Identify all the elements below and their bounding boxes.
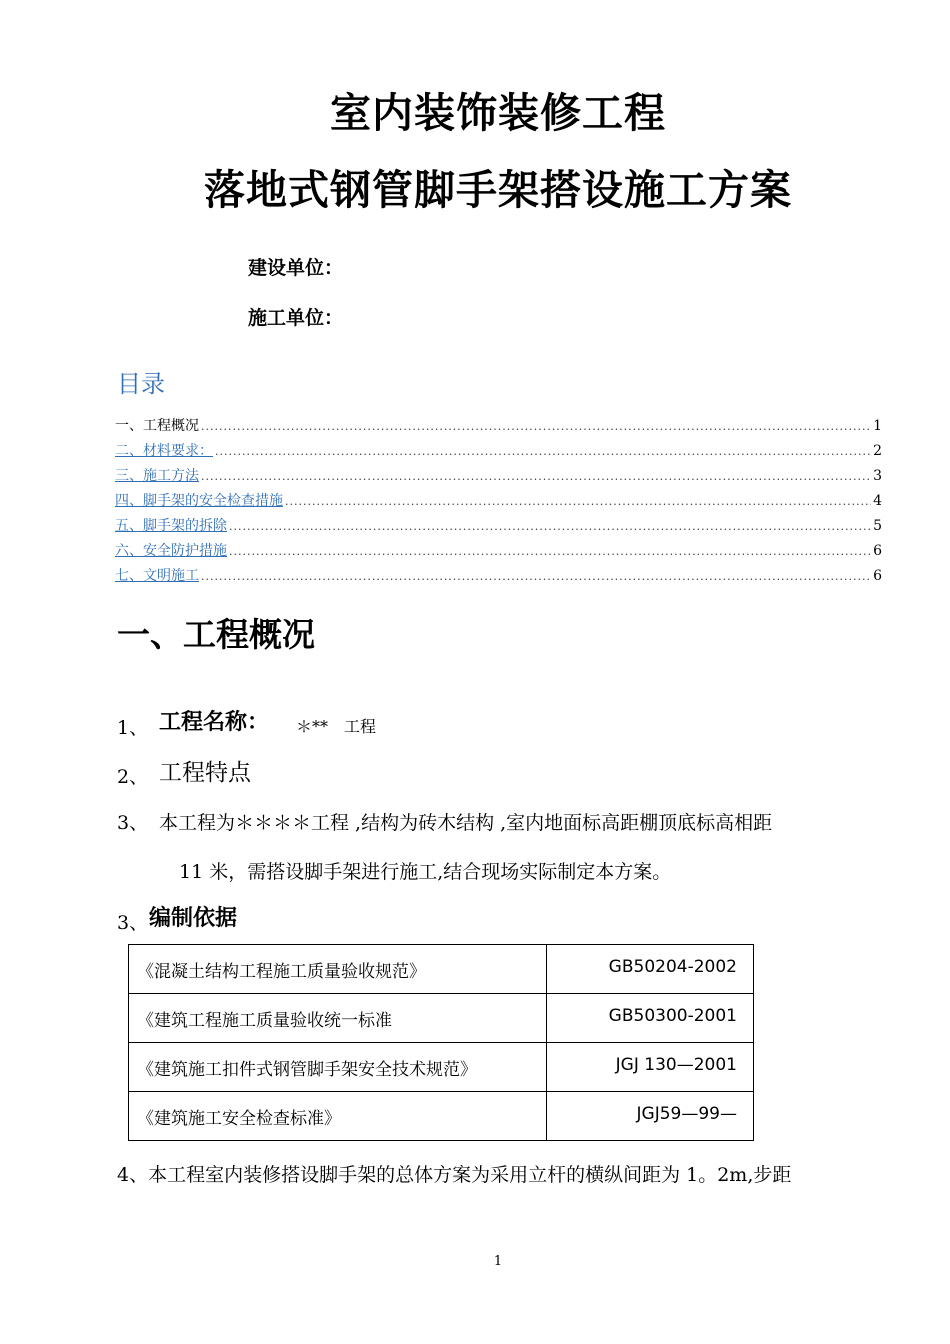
toc-entry-page: 2	[873, 443, 882, 459]
compilation-basis-label: 编制依据	[149, 906, 238, 931]
table-row	[129, 945, 754, 994]
standard-code: JGJ 130—2001	[547, 1043, 754, 1092]
table-row	[129, 994, 754, 1043]
table-of-contents	[115, 414, 882, 589]
toc-heading: 目录	[117, 370, 165, 398]
project-description-line-2: 11 米，需搭设脚手架进行施工,结合现场实际制定本方案。	[179, 861, 672, 883]
toc-leader-dots	[229, 514, 871, 539]
toc-entry[interactable]	[115, 539, 882, 564]
toc-leader-dots	[201, 414, 871, 439]
toc-entry-page: 4	[873, 493, 882, 509]
toc-entry-link[interactable]: 三、施工方法	[115, 468, 199, 484]
toc-entry[interactable]	[115, 414, 882, 439]
toc-entry-link[interactable]: 七、文明施工	[115, 568, 199, 584]
standard-name: 《建筑工程施工质量验收统一标准	[129, 994, 547, 1043]
toc-leader-dots	[201, 564, 871, 589]
toc-leader-dots	[285, 489, 871, 514]
item-number: 2、	[117, 766, 149, 788]
table-row	[129, 1092, 754, 1141]
toc-entry[interactable]	[115, 464, 882, 489]
toc-entry-link[interactable]: 二、材料要求：	[115, 443, 213, 459]
standard-name: 《混凝土结构工程施工质量验收规范》	[129, 945, 547, 994]
toc-entry[interactable]	[115, 489, 882, 514]
standards-table	[128, 944, 754, 1141]
toc-leader-dots	[201, 464, 871, 489]
standard-name: 《建筑施工扣件式钢管脚手架安全技术规范》	[129, 1043, 547, 1092]
toc-entry-page: 3	[873, 468, 882, 484]
toc-entry-page: 1	[873, 418, 882, 434]
project-name-label: 工程名称：	[159, 710, 270, 735]
section-heading: 一、工程概况	[117, 615, 315, 654]
toc-entry-page: 5	[873, 518, 882, 534]
toc-entry-link[interactable]: 四、脚手架的安全检查措施	[115, 493, 283, 509]
toc-entry[interactable]	[115, 439, 882, 464]
item-number: 3、	[117, 912, 149, 934]
contractor-unit-label: 施工单位：	[248, 307, 344, 329]
project-features-label: 工程特点	[159, 760, 251, 786]
toc-leader-dots	[215, 439, 871, 464]
title-line-2: 落地式钢管脚手架搭设施工方案	[204, 166, 792, 214]
table-row	[129, 1043, 754, 1092]
project-name-value: ＊** 工程	[296, 717, 377, 736]
toc-entry-text[interactable]: 一、工程概况	[115, 418, 199, 434]
standard-code: JGJ59—99—	[547, 1092, 754, 1141]
toc-entry-page: 6	[873, 543, 882, 559]
standard-code: GB50300-2001	[547, 994, 754, 1043]
toc-entry-link[interactable]: 六、安全防护措施	[115, 543, 227, 559]
standard-name: 《建筑施工安全检查标准》	[129, 1092, 547, 1141]
toc-entry[interactable]	[115, 564, 882, 589]
toc-entry-link[interactable]: 五、脚手架的拆除	[115, 518, 227, 534]
project-description-line-1: 本工程为＊＊＊＊工程 ,结构为砖木结构 ,室内地面标高距棚顶底标高相距	[159, 812, 773, 834]
construction-unit-label: 建设单位：	[248, 257, 344, 279]
title-line-1: 室内装饰装修工程	[330, 89, 666, 137]
item-number: 3、	[117, 812, 149, 834]
toc-leader-dots	[229, 539, 871, 564]
item-number: 1、	[117, 717, 149, 739]
toc-entry[interactable]	[115, 514, 882, 539]
standard-code: GB50204-2002	[547, 945, 754, 994]
page-number: 1	[493, 1254, 503, 1269]
scaffold-plan-paragraph: 4、本工程室内装修搭设脚手架的总体方案为采用立杆的横纵间距为 1。2m,步距	[117, 1164, 792, 1186]
toc-entry-page: 6	[873, 568, 882, 584]
